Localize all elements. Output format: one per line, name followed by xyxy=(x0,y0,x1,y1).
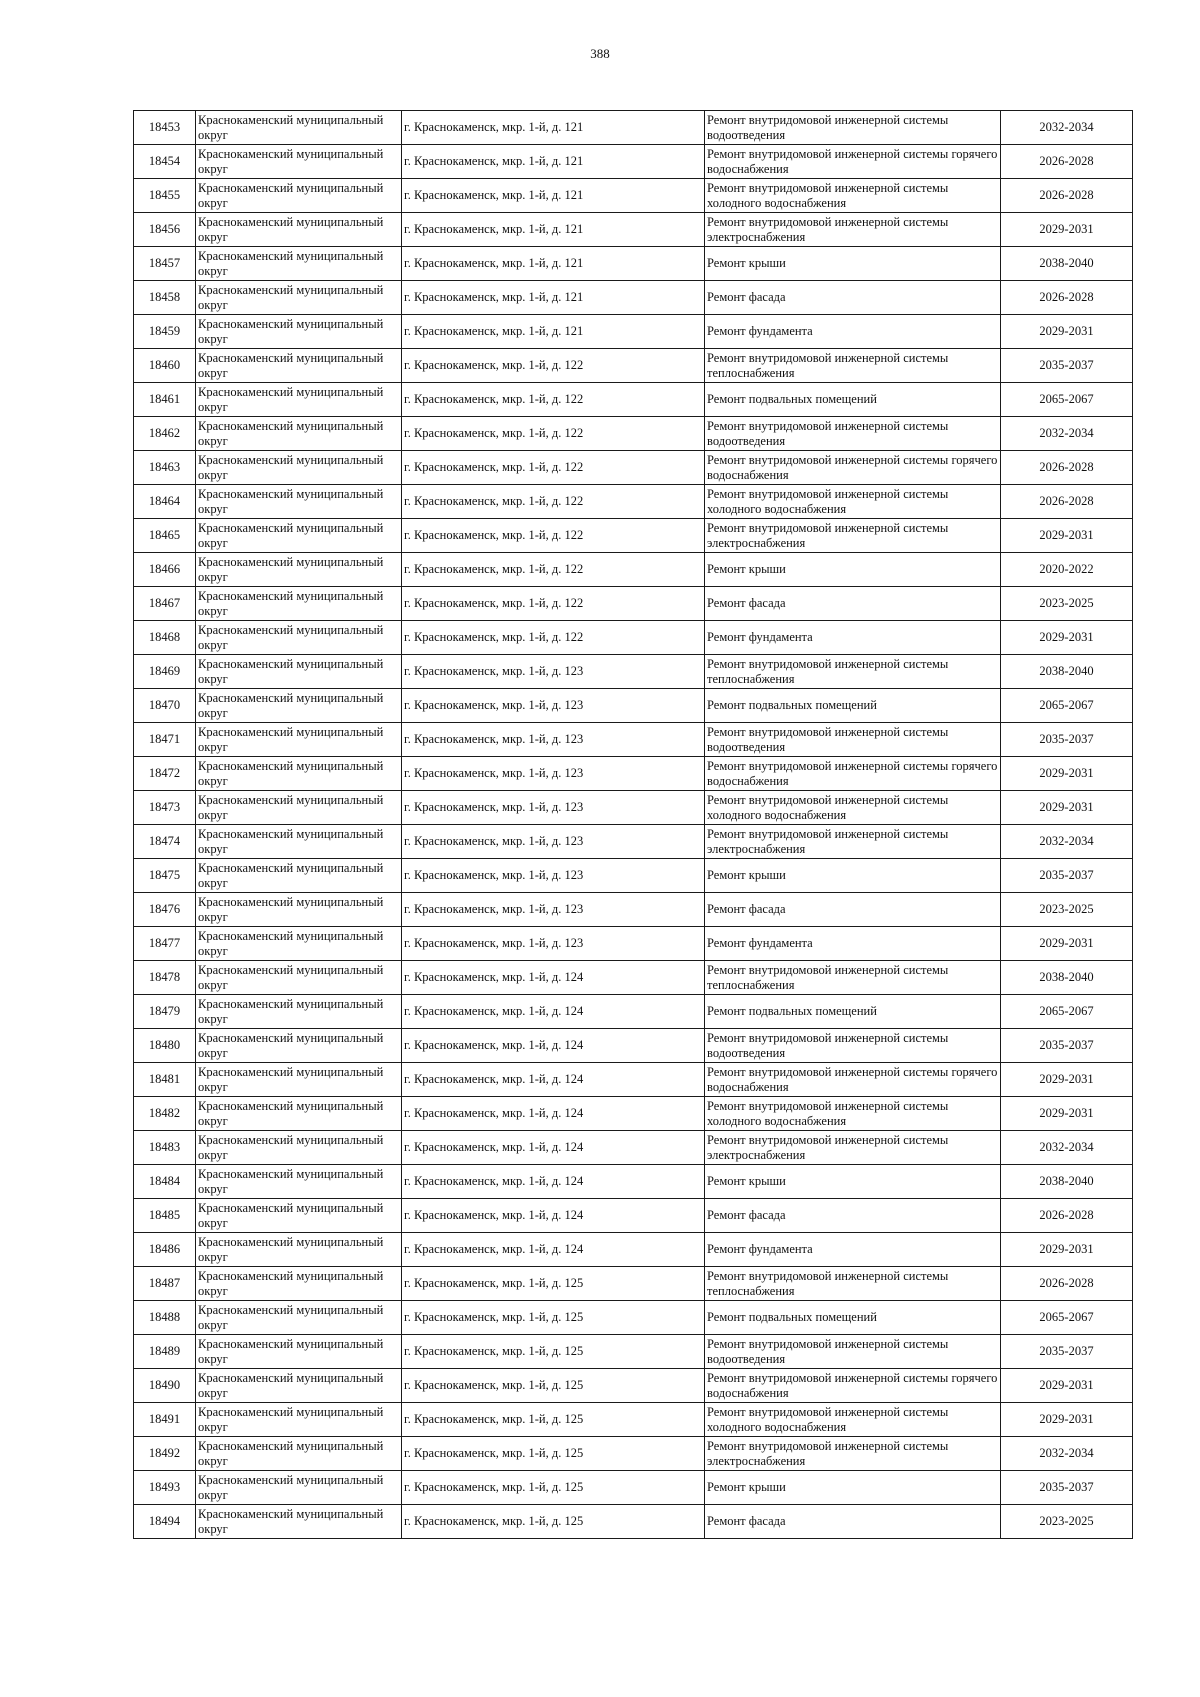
table-row xyxy=(134,791,1133,825)
address-cell: г. Краснокаменск, мкр. 1-й, д. 121 xyxy=(402,247,705,281)
table-row xyxy=(134,349,1133,383)
work-type-cell: Ремонт внутридомовой инженерной системы водоотведения xyxy=(705,1335,1001,1369)
row-number-cell: 18491 xyxy=(134,1403,196,1437)
period-cell: 2029-2031 xyxy=(1001,757,1133,791)
row-number-cell: 18459 xyxy=(134,315,196,349)
period-cell: 2023-2025 xyxy=(1001,893,1133,927)
address-cell: г. Краснокаменск, мкр. 1-й, д. 125 xyxy=(402,1505,705,1539)
period-cell: 2029-2031 xyxy=(1001,213,1133,247)
address-cell: г. Краснокаменск, мкр. 1-й, д. 124 xyxy=(402,1097,705,1131)
district-cell: Краснокаменский муниципальный округ xyxy=(196,723,402,757)
work-type-cell: Ремонт внутридомовой инженерной системы холодного водоснабжения xyxy=(705,791,1001,825)
period-cell: 2029-2031 xyxy=(1001,621,1133,655)
row-number-cell: 18456 xyxy=(134,213,196,247)
row-number-cell: 18477 xyxy=(134,927,196,961)
address-cell: г. Краснокаменск, мкр. 1-й, д. 122 xyxy=(402,485,705,519)
work-type-cell: Ремонт фундамента xyxy=(705,621,1001,655)
period-cell: 2035-2037 xyxy=(1001,349,1133,383)
district-cell: Краснокаменский муниципальный округ xyxy=(196,485,402,519)
address-cell: г. Краснокаменск, мкр. 1-й, д. 123 xyxy=(402,825,705,859)
row-number-cell: 18490 xyxy=(134,1369,196,1403)
row-number-cell: 18478 xyxy=(134,961,196,995)
row-number-cell: 18487 xyxy=(134,1267,196,1301)
work-type-cell: Ремонт фундамента xyxy=(705,927,1001,961)
district-cell: Краснокаменский муниципальный округ xyxy=(196,1063,402,1097)
row-number-cell: 18483 xyxy=(134,1131,196,1165)
address-cell: г. Краснокаменск, мкр. 1-й, д. 124 xyxy=(402,961,705,995)
period-cell: 2029-2031 xyxy=(1001,1403,1133,1437)
row-number-cell: 18488 xyxy=(134,1301,196,1335)
address-cell: г. Краснокаменск, мкр. 1-й, д. 125 xyxy=(402,1335,705,1369)
row-number-cell: 18462 xyxy=(134,417,196,451)
address-cell: г. Краснокаменск, мкр. 1-й, д. 125 xyxy=(402,1267,705,1301)
work-type-cell: Ремонт крыши xyxy=(705,1471,1001,1505)
district-cell: Краснокаменский муниципальный округ xyxy=(196,961,402,995)
row-number-cell: 18468 xyxy=(134,621,196,655)
address-cell: г. Краснокаменск, мкр. 1-й, д. 125 xyxy=(402,1437,705,1471)
address-cell: г. Краснокаменск, мкр. 1-й, д. 125 xyxy=(402,1301,705,1335)
table-row xyxy=(134,179,1133,213)
table-row xyxy=(134,1199,1133,1233)
period-cell: 2023-2025 xyxy=(1001,587,1133,621)
district-cell: Краснокаменский муниципальный округ xyxy=(196,1029,402,1063)
address-cell: г. Краснокаменск, мкр. 1-й, д. 123 xyxy=(402,791,705,825)
work-type-cell: Ремонт внутридомовой инженерной системы электроснабжения xyxy=(705,1437,1001,1471)
table-row xyxy=(134,927,1133,961)
work-type-cell: Ремонт фасада xyxy=(705,587,1001,621)
address-cell: г. Краснокаменск, мкр. 1-й, д. 123 xyxy=(402,655,705,689)
work-type-cell: Ремонт внутридомовой инженерной системы электроснабжения xyxy=(705,1131,1001,1165)
district-cell: Краснокаменский муниципальный округ xyxy=(196,791,402,825)
work-type-cell: Ремонт крыши xyxy=(705,859,1001,893)
period-cell: 2026-2028 xyxy=(1001,485,1133,519)
row-number-cell: 18481 xyxy=(134,1063,196,1097)
period-cell: 2026-2028 xyxy=(1001,1199,1133,1233)
address-cell: г. Краснокаменск, мкр. 1-й, д. 121 xyxy=(402,315,705,349)
row-number-cell: 18485 xyxy=(134,1199,196,1233)
period-cell: 2035-2037 xyxy=(1001,1335,1133,1369)
district-cell: Краснокаменский муниципальный округ xyxy=(196,111,402,145)
district-cell: Краснокаменский муниципальный округ xyxy=(196,587,402,621)
row-number-cell: 18453 xyxy=(134,111,196,145)
row-number-cell: 18482 xyxy=(134,1097,196,1131)
district-cell: Краснокаменский муниципальный округ xyxy=(196,825,402,859)
table-row xyxy=(134,961,1133,995)
row-number-cell: 18470 xyxy=(134,689,196,723)
period-cell: 2026-2028 xyxy=(1001,145,1133,179)
work-type-cell: Ремонт подвальных помещений xyxy=(705,689,1001,723)
table-row xyxy=(134,825,1133,859)
address-cell: г. Краснокаменск, мкр. 1-й, д. 121 xyxy=(402,281,705,315)
table-row xyxy=(134,485,1133,519)
district-cell: Краснокаменский муниципальный округ xyxy=(196,315,402,349)
address-cell: г. Краснокаменск, мкр. 1-й, д. 123 xyxy=(402,893,705,927)
district-cell: Краснокаменский муниципальный округ xyxy=(196,1199,402,1233)
district-cell: Краснокаменский муниципальный округ xyxy=(196,349,402,383)
table-row xyxy=(134,417,1133,451)
district-cell: Краснокаменский муниципальный округ xyxy=(196,1471,402,1505)
period-cell: 2065-2067 xyxy=(1001,689,1133,723)
row-number-cell: 18492 xyxy=(134,1437,196,1471)
address-cell: г. Краснокаменск, мкр. 1-й, д. 123 xyxy=(402,859,705,893)
table-row xyxy=(134,859,1133,893)
work-type-cell: Ремонт внутридомовой инженерной системы теплоснабжения xyxy=(705,1267,1001,1301)
work-type-cell: Ремонт внутридомовой инженерной системы электроснабжения xyxy=(705,825,1001,859)
district-cell: Краснокаменский муниципальный округ xyxy=(196,213,402,247)
period-cell: 2032-2034 xyxy=(1001,825,1133,859)
table-row xyxy=(134,723,1133,757)
district-cell: Краснокаменский муниципальный округ xyxy=(196,655,402,689)
table-row xyxy=(134,315,1133,349)
district-cell: Краснокаменский муниципальный округ xyxy=(196,519,402,553)
work-type-cell: Ремонт фасада xyxy=(705,1199,1001,1233)
work-type-cell: Ремонт внутридомовой инженерной системы водоотведения xyxy=(705,111,1001,145)
row-number-cell: 18460 xyxy=(134,349,196,383)
page-number: 388 xyxy=(590,46,610,61)
work-type-cell: Ремонт фасада xyxy=(705,893,1001,927)
table-row xyxy=(134,587,1133,621)
table-row xyxy=(134,1267,1133,1301)
work-type-cell: Ремонт подвальных помещений xyxy=(705,1301,1001,1335)
period-cell: 2026-2028 xyxy=(1001,281,1133,315)
period-cell: 2029-2031 xyxy=(1001,791,1133,825)
row-number-cell: 18471 xyxy=(134,723,196,757)
table-row xyxy=(134,519,1133,553)
table-row xyxy=(134,1471,1133,1505)
work-type-cell: Ремонт внутридомовой инженерной системы электроснабжения xyxy=(705,519,1001,553)
address-cell: г. Краснокаменск, мкр. 1-й, д. 121 xyxy=(402,145,705,179)
period-cell: 2032-2034 xyxy=(1001,111,1133,145)
row-number-cell: 18461 xyxy=(134,383,196,417)
address-cell: г. Краснокаменск, мкр. 1-й, д. 122 xyxy=(402,519,705,553)
district-cell: Краснокаменский муниципальный округ xyxy=(196,621,402,655)
table-row xyxy=(134,553,1133,587)
district-cell: Краснокаменский муниципальный округ xyxy=(196,757,402,791)
work-type-cell: Ремонт крыши xyxy=(705,247,1001,281)
table-row xyxy=(134,247,1133,281)
row-number-cell: 18466 xyxy=(134,553,196,587)
work-type-cell: Ремонт внутридомовой инженерной системы теплоснабжения xyxy=(705,961,1001,995)
work-type-cell: Ремонт крыши xyxy=(705,1165,1001,1199)
period-cell: 2035-2037 xyxy=(1001,859,1133,893)
work-type-cell: Ремонт подвальных помещений xyxy=(705,995,1001,1029)
district-cell: Краснокаменский муниципальный округ xyxy=(196,553,402,587)
table-row xyxy=(134,1063,1133,1097)
table-row xyxy=(134,1097,1133,1131)
table-row xyxy=(134,1369,1133,1403)
address-cell: г. Краснокаменск, мкр. 1-й, д. 124 xyxy=(402,1029,705,1063)
address-cell: г. Краснокаменск, мкр. 1-й, д. 123 xyxy=(402,723,705,757)
row-number-cell: 18457 xyxy=(134,247,196,281)
row-number-cell: 18484 xyxy=(134,1165,196,1199)
period-cell: 2065-2067 xyxy=(1001,1301,1133,1335)
period-cell: 2029-2031 xyxy=(1001,519,1133,553)
period-cell: 2032-2034 xyxy=(1001,417,1133,451)
period-cell: 2023-2025 xyxy=(1001,1505,1133,1539)
period-cell: 2029-2031 xyxy=(1001,1233,1133,1267)
work-type-cell: Ремонт внутридомовой инженерной системы теплоснабжения xyxy=(705,655,1001,689)
work-type-cell: Ремонт фасада xyxy=(705,281,1001,315)
period-cell: 2038-2040 xyxy=(1001,247,1133,281)
work-type-cell: Ремонт внутридомовой инженерной системы теплоснабжения xyxy=(705,349,1001,383)
period-cell: 2029-2031 xyxy=(1001,315,1133,349)
table-row xyxy=(134,621,1133,655)
row-number-cell: 18494 xyxy=(134,1505,196,1539)
table-row xyxy=(134,281,1133,315)
work-type-cell: Ремонт внутридомовой инженерной системы горячего водоснабжения xyxy=(705,1063,1001,1097)
district-cell: Краснокаменский муниципальный округ xyxy=(196,1437,402,1471)
district-cell: Краснокаменский муниципальный округ xyxy=(196,247,402,281)
table-row xyxy=(134,893,1133,927)
address-cell: г. Краснокаменск, мкр. 1-й, д. 124 xyxy=(402,1165,705,1199)
address-cell: г. Краснокаменск, мкр. 1-й, д. 123 xyxy=(402,927,705,961)
row-number-cell: 18489 xyxy=(134,1335,196,1369)
period-cell: 2026-2028 xyxy=(1001,451,1133,485)
row-number-cell: 18465 xyxy=(134,519,196,553)
period-cell: 2038-2040 xyxy=(1001,961,1133,995)
period-cell: 2020-2022 xyxy=(1001,553,1133,587)
work-type-cell: Ремонт крыши xyxy=(705,553,1001,587)
district-cell: Краснокаменский муниципальный округ xyxy=(196,689,402,723)
address-cell: г. Краснокаменск, мкр. 1-й, д. 122 xyxy=(402,349,705,383)
repair-schedule-table xyxy=(133,110,1133,1539)
district-cell: Краснокаменский муниципальный округ xyxy=(196,1233,402,1267)
work-type-cell: Ремонт внутридомовой инженерной системы электроснабжения xyxy=(705,213,1001,247)
period-cell: 2032-2034 xyxy=(1001,1131,1133,1165)
address-cell: г. Краснокаменск, мкр. 1-й, д. 122 xyxy=(402,621,705,655)
work-type-cell: Ремонт фундамента xyxy=(705,1233,1001,1267)
table-row xyxy=(134,1029,1133,1063)
work-type-cell: Ремонт внутридомовой инженерной системы холодного водоснабжения xyxy=(705,1097,1001,1131)
district-cell: Краснокаменский муниципальный округ xyxy=(196,1131,402,1165)
address-cell: г. Краснокаменск, мкр. 1-й, д. 122 xyxy=(402,553,705,587)
row-number-cell: 18455 xyxy=(134,179,196,213)
district-cell: Краснокаменский муниципальный округ xyxy=(196,1267,402,1301)
address-cell: г. Краснокаменск, мкр. 1-й, д. 122 xyxy=(402,587,705,621)
period-cell: 2032-2034 xyxy=(1001,1437,1133,1471)
district-cell: Краснокаменский муниципальный округ xyxy=(196,859,402,893)
row-number-cell: 18458 xyxy=(134,281,196,315)
row-number-cell: 18475 xyxy=(134,859,196,893)
work-type-cell: Ремонт внутридомовой инженерной системы водоотведения xyxy=(705,1029,1001,1063)
row-number-cell: 18480 xyxy=(134,1029,196,1063)
address-cell: г. Краснокаменск, мкр. 1-й, д. 125 xyxy=(402,1369,705,1403)
row-number-cell: 18473 xyxy=(134,791,196,825)
district-cell: Краснокаменский муниципальный округ xyxy=(196,1097,402,1131)
row-number-cell: 18493 xyxy=(134,1471,196,1505)
district-cell: Краснокаменский муниципальный округ xyxy=(196,417,402,451)
address-cell: г. Краснокаменск, мкр. 1-й, д. 122 xyxy=(402,383,705,417)
work-type-cell: Ремонт внутридомовой инженерной системы горячего водоснабжения xyxy=(705,451,1001,485)
table-row xyxy=(134,1233,1133,1267)
district-cell: Краснокаменский муниципальный округ xyxy=(196,927,402,961)
period-cell: 2035-2037 xyxy=(1001,1029,1133,1063)
period-cell: 2035-2037 xyxy=(1001,723,1133,757)
district-cell: Краснокаменский муниципальный округ xyxy=(196,995,402,1029)
work-type-cell: Ремонт фундамента xyxy=(705,315,1001,349)
work-type-cell: Ремонт внутридомовой инженерной системы холодного водоснабжения xyxy=(705,179,1001,213)
district-cell: Краснокаменский муниципальный округ xyxy=(196,1165,402,1199)
period-cell: 2065-2067 xyxy=(1001,383,1133,417)
period-cell: 2029-2031 xyxy=(1001,927,1133,961)
period-cell: 2026-2028 xyxy=(1001,1267,1133,1301)
work-type-cell: Ремонт внутридомовой инженерной системы водоотведения xyxy=(705,417,1001,451)
row-number-cell: 18486 xyxy=(134,1233,196,1267)
period-cell: 2029-2031 xyxy=(1001,1097,1133,1131)
table-row xyxy=(134,655,1133,689)
district-cell: Краснокаменский муниципальный округ xyxy=(196,893,402,927)
address-cell: г. Краснокаменск, мкр. 1-й, д. 123 xyxy=(402,689,705,723)
address-cell: г. Краснокаменск, мкр. 1-й, д. 123 xyxy=(402,757,705,791)
table-row xyxy=(134,1437,1133,1471)
work-type-cell: Ремонт подвальных помещений xyxy=(705,383,1001,417)
address-cell: г. Краснокаменск, мкр. 1-й, д. 124 xyxy=(402,1063,705,1097)
work-type-cell: Ремонт внутридомовой инженерной системы холодного водоснабжения xyxy=(705,485,1001,519)
table-row xyxy=(134,1165,1133,1199)
row-number-cell: 18464 xyxy=(134,485,196,519)
address-cell: г. Краснокаменск, мкр. 1-й, д. 124 xyxy=(402,995,705,1029)
table-row xyxy=(134,689,1133,723)
table-row xyxy=(134,111,1133,145)
address-cell: г. Краснокаменск, мкр. 1-й, д. 125 xyxy=(402,1471,705,1505)
district-cell: Краснокаменский муниципальный округ xyxy=(196,383,402,417)
table-row xyxy=(134,145,1133,179)
table-body xyxy=(134,111,1133,1539)
district-cell: Краснокаменский муниципальный округ xyxy=(196,145,402,179)
address-cell: г. Краснокаменск, мкр. 1-й, д. 125 xyxy=(402,1403,705,1437)
row-number-cell: 18469 xyxy=(134,655,196,689)
table-row xyxy=(134,757,1133,791)
district-cell: Краснокаменский муниципальный округ xyxy=(196,451,402,485)
table-row xyxy=(134,451,1133,485)
address-cell: г. Краснокаменск, мкр. 1-й, д. 121 xyxy=(402,111,705,145)
work-type-cell: Ремонт фасада xyxy=(705,1505,1001,1539)
address-cell: г. Краснокаменск, мкр. 1-й, д. 122 xyxy=(402,451,705,485)
address-cell: г. Краснокаменск, мкр. 1-й, д. 121 xyxy=(402,213,705,247)
work-type-cell: Ремонт внутридомовой инженерной системы горячего водоснабжения xyxy=(705,757,1001,791)
table-row xyxy=(134,1505,1133,1539)
table-row xyxy=(134,995,1133,1029)
period-cell: 2035-2037 xyxy=(1001,1471,1133,1505)
table-row xyxy=(134,1131,1133,1165)
period-cell: 2038-2040 xyxy=(1001,655,1133,689)
address-cell: г. Краснокаменск, мкр. 1-й, д. 124 xyxy=(402,1199,705,1233)
district-cell: Краснокаменский муниципальный округ xyxy=(196,1505,402,1539)
district-cell: Краснокаменский муниципальный округ xyxy=(196,1335,402,1369)
table-row xyxy=(134,1335,1133,1369)
row-number-cell: 18463 xyxy=(134,451,196,485)
district-cell: Краснокаменский муниципальный округ xyxy=(196,1403,402,1437)
table-row xyxy=(134,383,1133,417)
address-cell: г. Краснокаменск, мкр. 1-й, д. 121 xyxy=(402,179,705,213)
row-number-cell: 18479 xyxy=(134,995,196,1029)
district-cell: Краснокаменский муниципальный округ xyxy=(196,179,402,213)
period-cell: 2038-2040 xyxy=(1001,1165,1133,1199)
period-cell: 2026-2028 xyxy=(1001,179,1133,213)
row-number-cell: 18454 xyxy=(134,145,196,179)
period-cell: 2029-2031 xyxy=(1001,1063,1133,1097)
period-cell: 2065-2067 xyxy=(1001,995,1133,1029)
district-cell: Краснокаменский муниципальный округ xyxy=(196,1369,402,1403)
table-row xyxy=(134,213,1133,247)
work-type-cell: Ремонт внутридомовой инженерной системы горячего водоснабжения xyxy=(705,1369,1001,1403)
address-cell: г. Краснокаменск, мкр. 1-й, д. 124 xyxy=(402,1233,705,1267)
address-cell: г. Краснокаменск, мкр. 1-й, д. 124 xyxy=(402,1131,705,1165)
row-number-cell: 18467 xyxy=(134,587,196,621)
row-number-cell: 18472 xyxy=(134,757,196,791)
work-type-cell: Ремонт внутридомовой инженерной системы горячего водоснабжения xyxy=(705,145,1001,179)
table-row xyxy=(134,1301,1133,1335)
period-cell: 2029-2031 xyxy=(1001,1369,1133,1403)
district-cell: Краснокаменский муниципальный округ xyxy=(196,281,402,315)
table-row xyxy=(134,1403,1133,1437)
work-type-cell: Ремонт внутридомовой инженерной системы холодного водоснабжения xyxy=(705,1403,1001,1437)
row-number-cell: 18476 xyxy=(134,893,196,927)
row-number-cell: 18474 xyxy=(134,825,196,859)
address-cell: г. Краснокаменск, мкр. 1-й, д. 122 xyxy=(402,417,705,451)
work-type-cell: Ремонт внутридомовой инженерной системы водоотведения xyxy=(705,723,1001,757)
district-cell: Краснокаменский муниципальный округ xyxy=(196,1301,402,1335)
